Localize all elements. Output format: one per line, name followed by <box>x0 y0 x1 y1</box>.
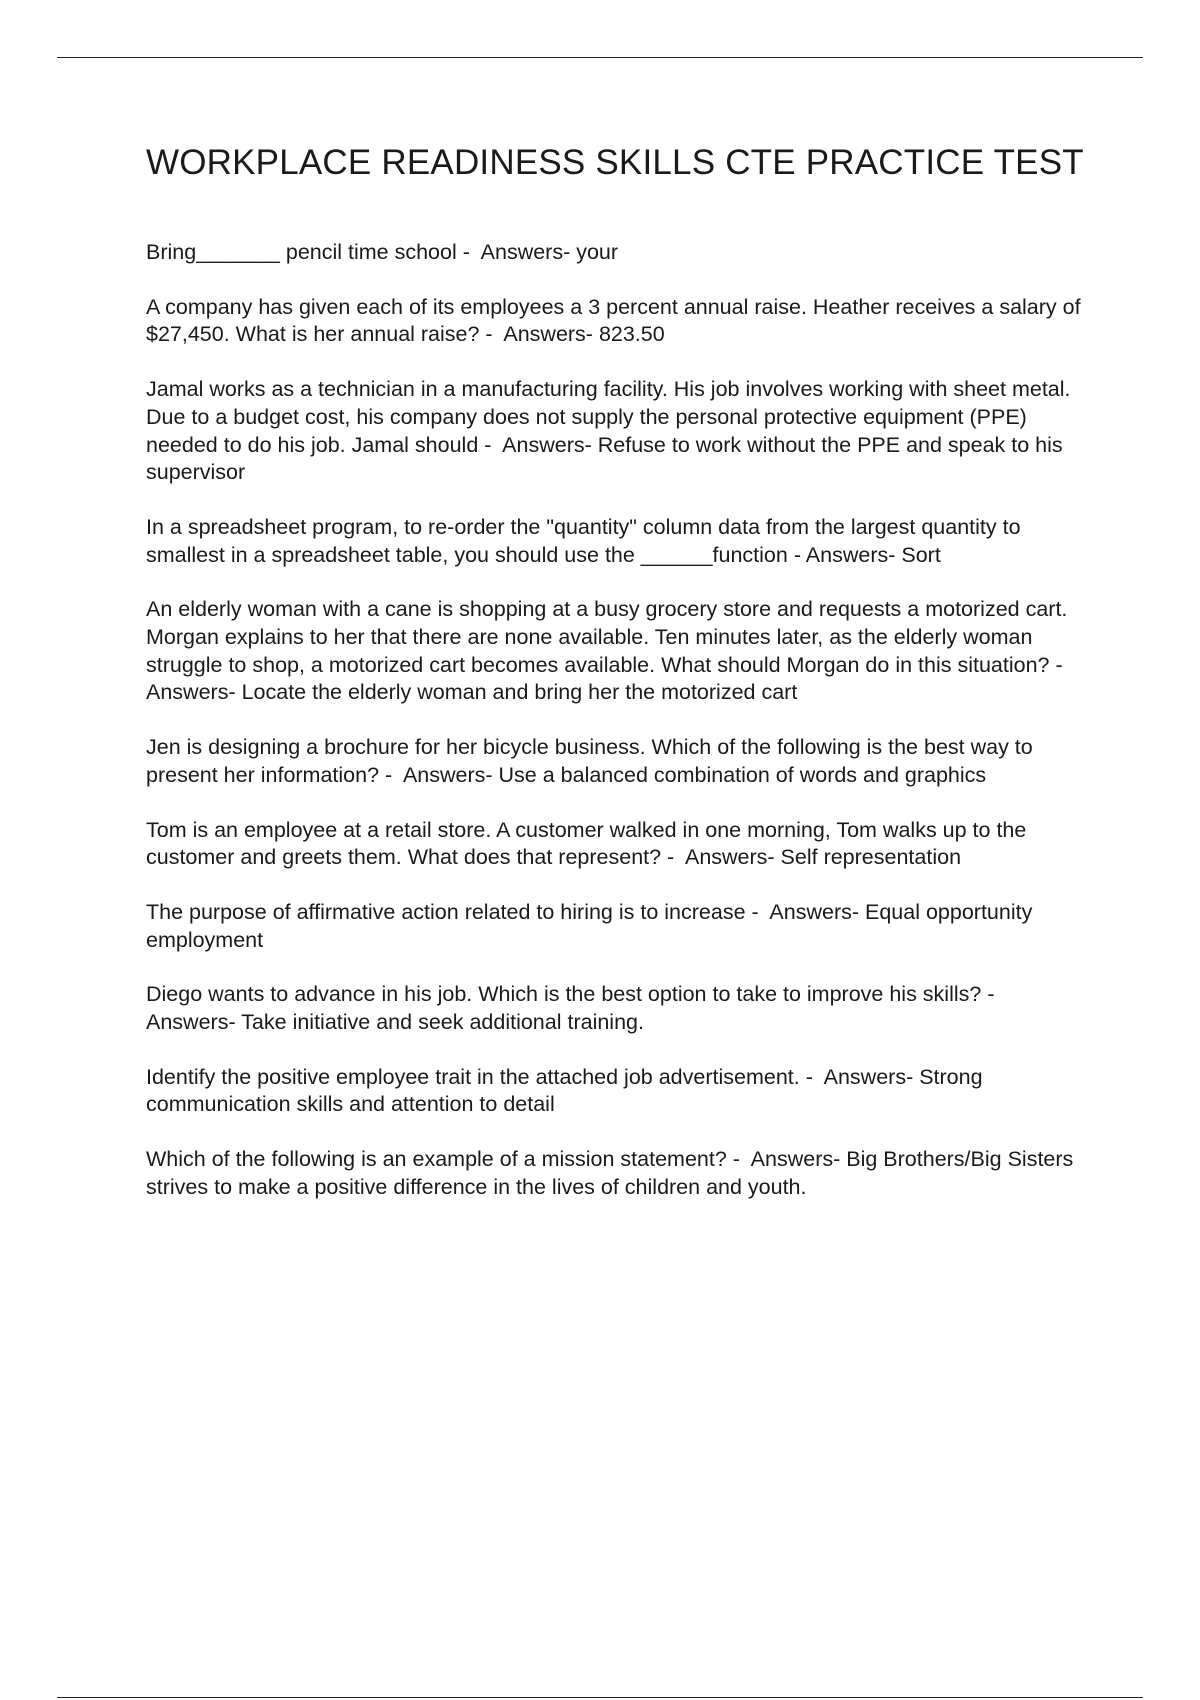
qa-item <box>146 981 1091 1036</box>
qa-item <box>146 514 1091 569</box>
qa-item <box>146 294 1091 349</box>
document-title: WORKPLACE READINESS SKILLS CTE PRACTICE TEST <box>146 143 1084 182</box>
question-text: Which of the following is an example of a mission statement? - <box>146 1147 746 1172</box>
answer-text: Answers- Use a balanced combination of words and graphics <box>398 762 987 787</box>
answer-text: Answers- Self representation <box>680 845 962 870</box>
question-text: Tom is an employee at a retail store. A customer walked in one morning, Tom walks up to the customer and greets them. What does that represent? - <box>146 817 1033 870</box>
bottom-rule <box>57 1697 1143 1698</box>
answer-text: Answers- Sort <box>805 542 941 567</box>
top-rule <box>57 57 1143 58</box>
qa-list <box>146 239 1091 1202</box>
question-text: In a spreadsheet program, to re-order the "quantity" column data from the largest quantity to smallest in a spreadsheet table, you should use the ______function - <box>146 514 1027 567</box>
question-text: Identify the positive employee trait in the attached job advertisement. - <box>146 1064 819 1089</box>
answer-text: Answers- Big Brothers/Big Sisters strives to make a positive difference in the lives of children and youth. <box>146 1147 1080 1199</box>
qa-item <box>146 376 1091 487</box>
question-text: An elderly woman with a cane is shopping at a busy grocery store and requests a motorized cart. Morgan explains to her that there are none available. Ten minutes later, as the elderly woman struggle to shop, a motorized cart becomes available. What should Morgan do in this situation? - <box>146 597 1074 677</box>
question-text: A company has given each of its employees a 3 percent annual raise. Heather receives a salary of $27,450. What is her annual raise? - <box>146 294 1087 347</box>
answer-text: Answers- your <box>475 240 619 264</box>
qa-item <box>146 1064 1091 1119</box>
question-text: Jen is designing a brochure for her bicycle business. Which of the following is the best way to present her information? - <box>146 735 1039 787</box>
answer-text: Answers- Refuse to work without the PPE and speak to his supervisor <box>146 432 1069 485</box>
answer-text: Answers- Strong communication skills and attention to detail <box>146 1064 989 1117</box>
question-text: The purpose of affirmative action related to hiring is to increase - <box>146 899 765 924</box>
answer-text: Answers- Locate the elderly woman and bring her the motorized cart <box>146 652 1074 705</box>
question-text: Diego wants to advance in his job. Which is the best option to take to improve his skills? - <box>146 982 1001 1007</box>
answer-text: Answers- 823.50 <box>498 322 665 347</box>
document-body <box>146 142 1091 1229</box>
question-text: Bring_______ pencil time school - <box>146 240 476 264</box>
qa-item <box>146 899 1091 954</box>
qa-item <box>146 596 1091 707</box>
answer-text: Answers- Equal opportunity employment <box>146 899 1039 952</box>
qa-item <box>146 1146 1091 1201</box>
qa-item <box>146 817 1091 872</box>
qa-item <box>146 734 1091 789</box>
qa-item <box>146 239 1091 267</box>
answer-text: Answers- Take initiative and seek additional training. <box>146 982 1006 1035</box>
question-text: Jamal works as a technician in a manufacturing facility. His job involves working with sheet metal. Due to a budget cost, his company does not supply the personal protective equipment (PPE) needed to do his job. Jamal should - <box>146 377 1077 457</box>
